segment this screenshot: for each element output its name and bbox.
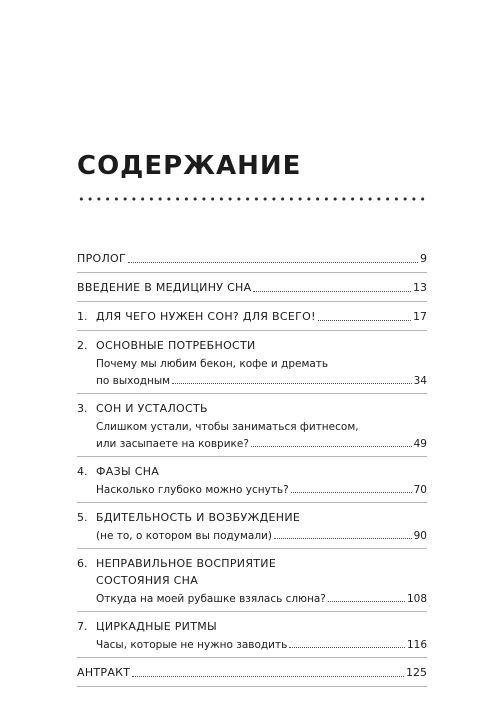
- toc-entry-title: СОН И УСТАЛОСТЬ: [96, 402, 208, 415]
- toc-entry-subtitle: Почему мы любим бекон, кофе и дремать: [96, 358, 329, 370]
- dot-leader: [172, 382, 412, 384]
- toc-entry-intermission[interactable]: [77, 662, 427, 683]
- toc-entry-chapter-3[interactable]: [77, 398, 427, 453]
- toc-page-number: 9: [420, 252, 427, 265]
- chapter-number: 1.: [77, 310, 88, 323]
- divider: [77, 611, 427, 612]
- toc-entry-title: БДИТЕЛЬНОСТЬ И ВОЗБУЖДЕНИЕ: [96, 511, 301, 524]
- toc-entry-chapter-5[interactable]: [77, 507, 427, 545]
- table-of-contents: [77, 248, 427, 691]
- toc-entry-title: ПРОЛОГ: [77, 252, 127, 265]
- toc-entry-subtitle: или засыпаете на коврике?: [96, 438, 249, 450]
- toc-page-number: 116: [406, 639, 427, 651]
- toc-entry-chapter-4[interactable]: [77, 461, 427, 499]
- divider: [77, 330, 427, 331]
- chapter-number: 6.: [77, 557, 88, 570]
- toc-page-number: 108: [406, 593, 427, 605]
- toc-entry-title: АНТРАКТ: [77, 666, 131, 679]
- toc-entry-subtitle: Откуда на моей рубашке взялась слюна?: [96, 593, 326, 605]
- chapter-number: 3.: [77, 402, 88, 415]
- divider: [77, 657, 427, 658]
- toc-entry-title: ЦИРКАДНЫЕ РИТМЫ: [96, 620, 218, 633]
- toc-entry-chapter-2[interactable]: [77, 335, 427, 390]
- toc-entry-subtitle: Часы, которые не нужно заводить: [96, 639, 288, 651]
- divider: [77, 393, 427, 394]
- toc-entry-prologue[interactable]: [77, 248, 427, 269]
- toc-page-number: 49: [413, 438, 427, 450]
- dot-leader: [132, 675, 404, 677]
- chapter-number: 7.: [77, 620, 88, 633]
- toc-entry-title: ОСНОВНЫЕ ПОТРЕБНОСТИ: [96, 339, 256, 352]
- divider: [77, 502, 427, 503]
- toc-entry-title: НЕПРАВИЛЬНОЕ ВОСПРИЯТИЕ: [96, 557, 277, 570]
- dot-leader: [253, 290, 411, 292]
- toc-entry-title: ФАЗЫ СНА: [96, 465, 160, 478]
- toc-page-number: 70: [413, 484, 427, 496]
- dot-leader: [328, 600, 405, 602]
- toc-page-number: 17: [413, 310, 427, 323]
- divider: [77, 272, 427, 273]
- toc-entry-title: ВВЕДЕНИЕ В МЕДИЦИНУ СНА: [77, 281, 252, 294]
- dot-leader: [318, 319, 411, 321]
- toc-entry-subtitle: Насколько глубоко можно уснуть?: [96, 484, 289, 496]
- toc-entry-subtitle: Слишком устали, чтобы заниматься фитнесом,: [96, 421, 359, 433]
- dot-leader: [289, 646, 405, 648]
- toc-entry-title-continued: СОСТОЯНИЯ СНА: [96, 574, 199, 587]
- page-title: СОДЕРЖАНИЕ: [77, 151, 302, 181]
- toc-entry-subtitle: (не то, о котором вы подумали): [96, 530, 272, 542]
- toc-entry-chapter-1[interactable]: [77, 306, 427, 327]
- dot-leader: [128, 261, 418, 263]
- toc-page-number: 34: [413, 375, 427, 387]
- toc-entry-chapter-6[interactable]: [77, 553, 427, 608]
- dot-leader: [291, 491, 412, 493]
- toc-page-number: 125: [406, 666, 427, 679]
- toc-entry-introduction[interactable]: [77, 277, 427, 298]
- chapter-number: 4.: [77, 465, 88, 478]
- toc-entry-chapter-7[interactable]: [77, 616, 427, 654]
- dot-leader: [251, 445, 412, 447]
- chapter-number: 2.: [77, 339, 88, 352]
- toc-entry-subtitle: по выходным: [96, 375, 171, 387]
- divider: [77, 548, 427, 549]
- toc-page-number: 90: [413, 530, 427, 542]
- chapter-number: 5.: [77, 511, 88, 524]
- dot-leader: [274, 537, 412, 539]
- dotted-divider: [77, 197, 427, 201]
- toc-entry-title: ДЛЯ ЧЕГО НУЖЕН СОН? ДЛЯ ВСЕГО!: [96, 310, 316, 323]
- toc-page-number: 13: [413, 281, 427, 294]
- divider: [77, 686, 427, 687]
- divider: [77, 456, 427, 457]
- divider: [77, 301, 427, 302]
